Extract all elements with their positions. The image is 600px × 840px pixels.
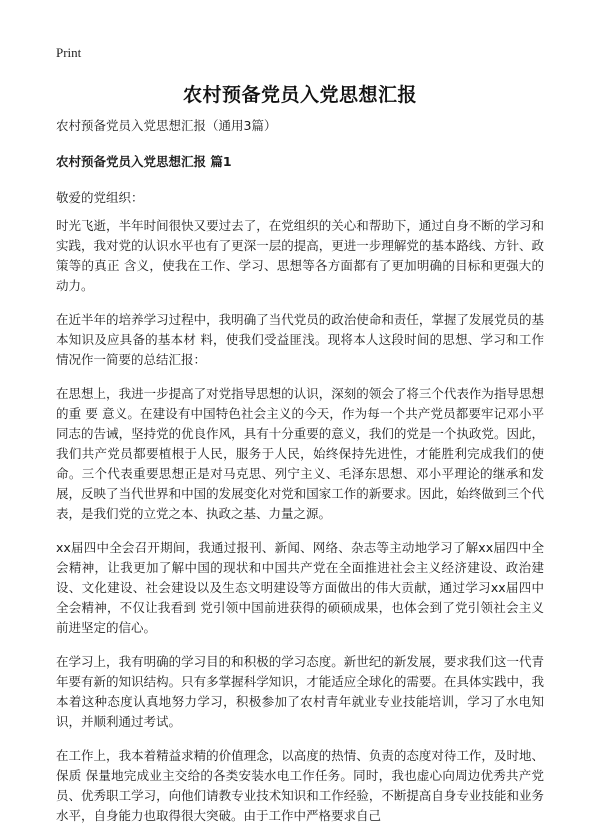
paragraph-6: 在工作上，我本着精益求精的价值理念，以高度的热情、负责的态度对待工作，及时地、保质 保量地完成业主交给的各类安装水电工作任务。同时，我也虚心向周边优秀共产党员、优秀职工学习，向他们请教专业技术知识和工作经验，不断提高自身专业技能和业务水平，自身能力也取得很大突破。由于工作中严格要求自己 xyxy=(56,748,544,823)
paragraph-1: 时光飞逝，半年时间很快又要过去了，在党组织的关心和帮助下，通过自身不断的学习和实践，我对党的认识水平也有了更深一层的提高，更进一步理解党的基本路线、方针、政策等的真正 含义，使我在工作、学习、思想等各方面都有了更加明确的目标和更强大的动力。 xyxy=(56,218,544,293)
print-label: Print xyxy=(56,45,82,60)
section-heading: 农村预备党员入党思想汇报 篇1 xyxy=(56,154,232,169)
salutation: 敬爱的党组织： xyxy=(56,190,144,205)
paragraph-2: 在近半年的培养学习过程中，我明确了当代党员的政治使命和责任，掌握了发展党员的基本知识及应具备的基本材 料，使我们受益匪浅。现将本人这段时间的思想、学习和工作情况作一简要的总结汇报： xyxy=(56,312,544,367)
document-title: 农村预备党员入党思想汇报 xyxy=(182,84,417,106)
paragraph-5: 在学习上，我有明确的学习目的和积极的学习态度。新世纪的新发展，要求我们这一代青年要有新的知识结构。只有多掌握科学知识，才能适应全球化的需要。在具体实践中，我本着这种态度认真地努力学习，积极参加了农村青年就业专业技能培训，学习了水电知识，并顺利通过考试。 xyxy=(56,654,544,729)
document-body xyxy=(56,116,544,840)
paragraph-3: 在思想上，我进一步提高了对党指导思想的认识，深刻的领会了将三个代表作为指导思想的重 要 意义。在建设有中国特色社会主义的今天，作为每一个共产党员都要牢记邓小平同志的告诫，坚持党的优良作风，具有十分重要的意义，我们的党是一个执政党。因此，我们共产党员都要植根于人民，服务于人民，始终保持先进性，才能胜利完成我们的使命。三个代表重要思想正是对马克思、列宁主义、毛泽东思想、邓小平理论的继承和发展，反映了当代世界和中国的发展变化对党和国家工作的新要求。因此，始终做到三个代表，是我们党的立党之本、执政之基、力量之源。 xyxy=(56,386,544,521)
paragraph-4: xx届四中全会召开期间，我通过报刊、新闻、网络、杂志等主动地学习了解xx届四中全会精神，让我更加了解中国的现状和中国共产党在全面推进社会主义经济建设、政治建设、文化建设、社会建设以及生态文明建设等方面做出的伟大贡献，通过学习xx届四中全会精神，不仅让我看到 党引领中国前进获得的硕硕成果，也体会到了党引领社会主义前进坚定的信心。 xyxy=(56,540,544,635)
document-subtitle: 农村预备党员入党思想汇报（通用3篇） xyxy=(56,118,277,133)
